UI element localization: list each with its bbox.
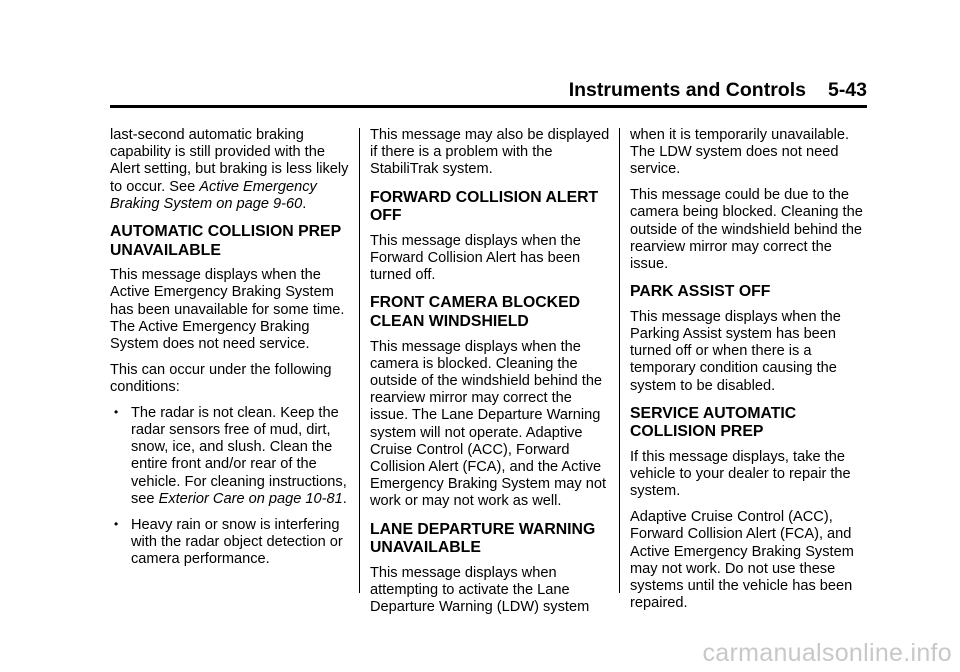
column-1: [110, 127, 354, 577]
intro-text: last-second automatic braking capability is still provided with the Alert setting, but braking is less likely to occur. See: [110, 127, 349, 195]
heading-service-automatic-collision-prep: SERVICE AUTOMATIC COLLISION PREP: [630, 404, 797, 441]
paragraph-park-assist: This message displays when the Parking Assist system has been turned off or when there is a temporary condition causing the system to be disabled.: [630, 308, 841, 394]
cross-reference-link[interactable]: Active Emergency Braking System on page 9-60: [110, 178, 317, 212]
intro-paragraph: [110, 127, 354, 213]
page-number: 5-43: [827, 79, 867, 101]
list-item: [110, 517, 354, 569]
heading-park-assist-off: PARK ASSIST OFF: [630, 283, 771, 301]
paragraph-ldw-cause: This message could be due to the camera being blocked. Cleaning the outside of the windshield behind the rearview mirror may correct the issue.: [630, 187, 863, 273]
conditions-list: [110, 405, 354, 568]
list-item-text: The radar is not clean. Keep the radar sensors free of mud, dirt, snow, ice, and slush. Clean the entire front and/or rear of the vehicle. For cleaning instructions, see: [131, 404, 347, 507]
column-3: [630, 127, 874, 621]
column-divider-2: [619, 128, 620, 593]
paragraph-ldw: This message displays when attempting to activate the Lane Departure Warning (LDW) system: [370, 564, 590, 616]
heading-automatic-collision-prep-unavailable: AUTOMATIC COLLISION PREP UNAVAILABLE: [110, 223, 341, 259]
paragraph-camera-blocked: This message displays when the camera is blocked. Cleaning the outside of the windshield behind the rearview mirror may correct the issue. The Lane Departure Warning system will not operate. Adaptive Cruise Control (ACC), Forward Collision Alert (FCA), and the Active Emergency Braking System may not work or may not work as well.: [370, 338, 607, 510]
bullet-icon: •: [114, 516, 119, 531]
paragraph-stabilitrak: This message may also be displayed if there is a problem with the StabiliTrak system.: [370, 127, 610, 178]
list-item: [110, 405, 354, 508]
list-item-text: Heavy rain or snow is interfering with the radar object detection or camera performance.: [131, 516, 343, 568]
heading-front-camera-blocked: FRONT CAMERA BLOCKED CLEAN WINDSHIELD: [370, 294, 581, 330]
paragraph-fca: This message displays when the Forward Collision Alert has been turned off.: [370, 232, 581, 284]
watermark: carmanualsonline.info: [702, 639, 952, 667]
paragraph-acp-conditions: This can occur under the following conditions:: [110, 361, 332, 396]
heading-lane-departure-warning-unavailable: LANE DEPARTURE WARNING UNAVAILABLE: [370, 520, 596, 557]
cross-reference-link[interactable]: Exterior Care on page 10-81: [158, 490, 343, 507]
section-title: Instruments and Controls: [568, 79, 806, 101]
paragraph-ldw-continued: when it is temporarily unavailable. The LDW system does not need service.: [630, 127, 850, 178]
column-divider-1: [359, 128, 360, 593]
intro-end: .: [302, 195, 307, 212]
column-2: [370, 127, 614, 625]
bullet-icon: •: [114, 404, 119, 419]
list-item-end: .: [342, 490, 347, 507]
header-title-row: [569, 79, 867, 102]
paragraph-service-1: If this message displays, take the vehicle to your dealer to repair the system.: [630, 449, 851, 500]
paragraph-acp-description: This message displays when the Active Emergency Braking System has been unavailable for some time. The Active Emergency Braking System does not need service.: [110, 267, 345, 353]
paragraph-service-2: Adaptive Cruise Control (ACC), Forward Collision Alert (FCA), and Active Emergency Braking System may not work. Do not use these systems until the vehicle has been repaired.: [630, 509, 854, 612]
heading-forward-collision-alert-off: FORWARD COLLISION ALERT OFF: [370, 188, 599, 225]
page-header: [110, 79, 867, 108]
